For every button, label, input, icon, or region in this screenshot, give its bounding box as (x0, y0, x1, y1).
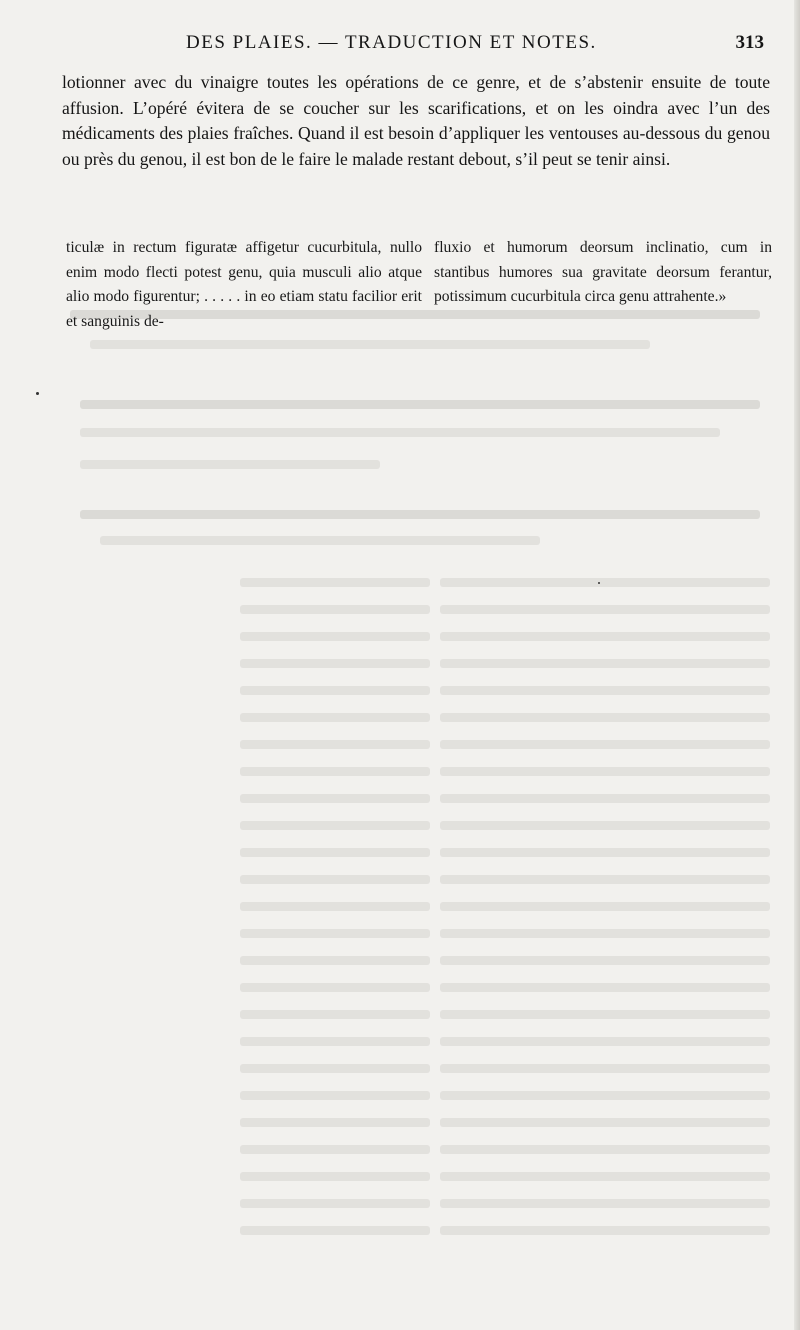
reverse-page-show-through (0, 300, 800, 1330)
ink-speck (36, 392, 39, 395)
translation-paragraph (62, 70, 770, 172)
note-column-left (66, 236, 422, 334)
running-title: DES PLAIES. — TRADUCTION ET NOTES. (186, 32, 597, 53)
paragraph-text: lotionner avec du vinaigre toutes les opérations de ce genre, et de s’abstenir ensuite de toute affusion. L’opéré évitera de se coucher sur les scarifications, et on les oindra avec l’un des médicaments des plaies fraîches. Quand il est besoin d’appliquer les ventouses au-dessous du genou ou près du genou, il est bon de le faire le malade restant debout, s’il peut se tenir ainsi. (62, 72, 770, 169)
note-column-right (434, 236, 772, 310)
note-text-left: ticulæ in rectum figuratæ affigetur cucurbitula, nullo enim modo flecti potest genu, quia musculi alio atque alio modo figurentur; . . . . . in eo etiam statu facilior erit et sanguinis de- (66, 239, 422, 330)
running-header (62, 32, 772, 58)
page-number: 313 (735, 32, 764, 53)
ink-speck (598, 582, 600, 584)
note-text-right: fluxio et humorum deorsum inclinatio, cum in stantibus humores sua gravitate deorsum ferantur, potissimum cucurbitula circa genu attrahente.» (434, 239, 772, 305)
